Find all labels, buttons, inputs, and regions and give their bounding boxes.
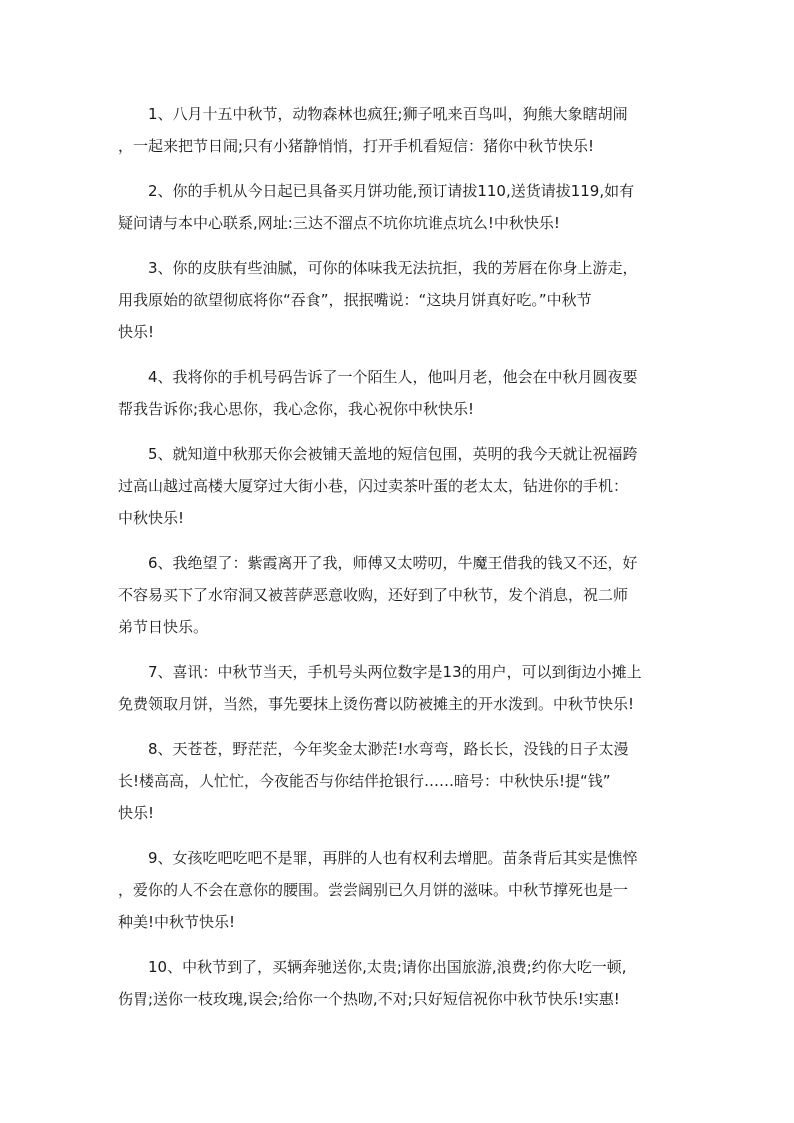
text-line: ，爱你的人不会在意你的腰围。尝尝阔别已久月饼的滋味。中秋节撑死也是一	[118, 881, 629, 899]
text-line: 5、就知道中秋那天你会被铺天盖地的短信包围，英明的我今天就让祝福跨	[118, 445, 638, 463]
paragraph-4	[118, 361, 676, 425]
text-line: 9、女孩吃吧吃吧不是罪，再胖的人也有权利去增肥。苗条背后其实是憔悴	[118, 849, 638, 867]
paragraph-2	[118, 175, 676, 239]
text-line: 帮我告诉你;我心思你，我心念你，我心祝你中秋快乐!	[118, 400, 475, 418]
paragraph-7	[118, 656, 676, 720]
paragraph-9	[118, 842, 676, 938]
paragraph-5	[118, 438, 676, 534]
text-line: 3、你的皮肤有些油腻，可你的体味我无法抗拒，我的芳唇在你身上游走，	[118, 259, 638, 277]
text-line: 10、中秋节到了，买辆奔驰送你,太贵;请你出国旅游,浪费;约你大吃一顿,	[118, 958, 627, 976]
paragraph-10	[118, 951, 676, 1015]
paragraph-6	[118, 547, 676, 643]
text-line: 1、八月十五中秋节，动物森林也疯狂;狮子吼来百鸟叫，狗熊大象瞎胡闹	[118, 105, 628, 123]
text-line: 8、天苍苍，野茫茫，今年奖金太渺茫!水弯弯，路长长，没钱的日子太漫	[118, 740, 629, 758]
paragraph-8	[118, 733, 676, 829]
text-line: 快乐!	[118, 804, 155, 822]
text-line: 免费领取月饼，当然，事先要抹上烫伤膏以防被摊主的开水泼到。中秋节快乐!	[118, 695, 635, 713]
text-line: 2、你的手机从今日起已具备买月饼功能,预订请拔110,送货请拔119,如有	[118, 182, 635, 200]
text-line: 中秋快乐!	[118, 509, 185, 527]
text-line: 6、我绝望了：紫霞离开了我，师傅又太唠叨，牛魔王借我的钱又不还，好	[118, 554, 638, 572]
text-line: 快乐!	[118, 323, 155, 341]
text-line: 种美!中秋节快乐!	[118, 913, 236, 931]
text-line: 7、喜讯：中秋节当天，手机号头两位数字是13的用户，可以到街边小摊上	[118, 663, 642, 681]
text-line: 疑问请与本中心联系,网址:三达不溜点不坑你坑谁点坑么!中秋快乐!	[118, 214, 560, 232]
text-line: 伤胃;送你一枝玫瑰,误会;给你一个热吻,不对;只好短信祝你中秋节快乐!实惠!	[118, 990, 620, 1008]
text-line: 4、我将你的手机号码告诉了一个陌生人，他叫月老，他会在中秋月圆夜要	[118, 368, 638, 386]
text-line: ，一起来把节日闹;只有小猪静悄悄，打开手机看短信：猪你中秋节快乐!	[118, 137, 595, 155]
paragraph-1	[118, 98, 676, 162]
text-line: 长!楼高高，人忙忙，今夜能否与你结伴抢银行……暗号：中秋快乐!提“钱”	[118, 772, 611, 790]
text-line: 弟节日快乐。	[118, 618, 209, 636]
text-line: 不容易买下了水帘洞又被菩萨恶意收购，还好到了中秋节，发个消息，祝二师	[118, 586, 629, 604]
text-line: 用我原始的欲望彻底将你“吞食”，抿抿嘴说：“这块月饼真好吃。”中秋节	[118, 291, 592, 309]
text-line: 过高山越过高楼大厦穿过大街小巷，闪过卖茶叶蛋的老太太，钻进你的手机：	[118, 477, 629, 495]
document-page	[118, 98, 676, 1028]
paragraph-3	[118, 252, 676, 348]
